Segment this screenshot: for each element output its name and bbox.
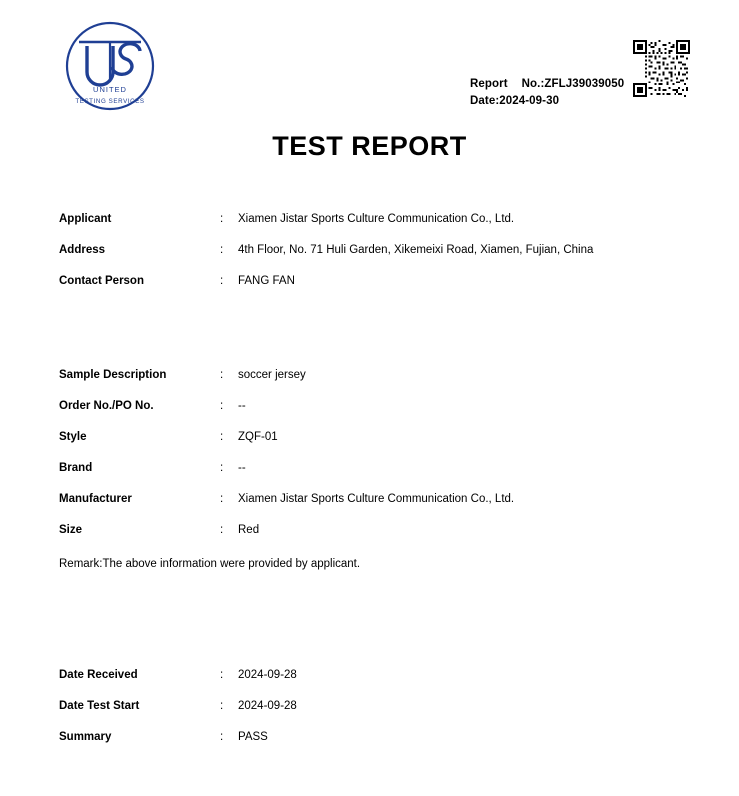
info-label: Applicant <box>59 213 112 225</box>
info-value: 2024-09-28 <box>238 700 297 712</box>
info-colon: : <box>220 493 224 505</box>
info-label: Contact Person <box>59 275 144 287</box>
info-label: Date Received <box>59 669 138 681</box>
sample-info-block <box>59 369 679 555</box>
svg-text:TESTING SERVICES: TESTING SERVICES <box>75 98 145 105</box>
applicant-info-block <box>59 213 679 306</box>
info-value: Red <box>238 524 260 536</box>
info-row-order-no <box>59 400 679 431</box>
info-colon: : <box>220 275 224 287</box>
info-value: soccer jersey <box>238 369 306 381</box>
info-colon: : <box>220 462 224 474</box>
uts-logo <box>62 20 158 112</box>
info-value: -- <box>238 400 246 412</box>
svg-text:UNITED: UNITED <box>93 85 127 94</box>
info-colon: : <box>220 400 224 412</box>
report-no-value: No.:ZFLJ39039050 <box>521 78 625 90</box>
info-value: Xiamen Jistar Sports Culture Communication Co., Ltd. <box>238 213 515 225</box>
info-row-date-test-start <box>59 700 679 731</box>
info-label: Order No./PO No. <box>59 400 154 412</box>
dates-info-block <box>59 669 679 762</box>
info-row-applicant <box>59 213 679 244</box>
remark-text: Remark:The above information were provided by applicant. <box>59 558 361 570</box>
info-value: Xiamen Jistar Sports Culture Communication Co., Ltd. <box>238 493 515 505</box>
info-colon: : <box>220 213 224 225</box>
page-header <box>0 0 739 120</box>
report-no-label: Report <box>470 78 508 90</box>
info-label: Style <box>59 431 87 443</box>
report-number-line <box>470 76 624 93</box>
info-row-date-received <box>59 669 679 700</box>
info-value: 4th Floor, No. 71 Huli Garden, Xikemeixi Road, Xiamen, Fujian, China <box>238 244 594 256</box>
info-colon: : <box>220 431 224 443</box>
info-label: Address <box>59 244 106 256</box>
report-meta <box>470 76 624 110</box>
info-value: -- <box>238 462 246 474</box>
info-label: Sample Description <box>59 369 167 381</box>
info-row-contact-person <box>59 275 679 306</box>
info-row-size <box>59 524 679 555</box>
report-date-line: Date:2024-09-30 <box>470 95 560 107</box>
info-value: ZQF-01 <box>238 431 278 443</box>
info-colon: : <box>220 700 224 712</box>
info-row-sample-description <box>59 369 679 400</box>
info-value: 2024-09-28 <box>238 669 297 681</box>
status-badge: PASS <box>238 731 268 743</box>
info-label: Summary <box>59 731 112 743</box>
info-label: Size <box>59 524 83 536</box>
info-row-manufacturer <box>59 493 679 524</box>
info-row-style <box>59 431 679 462</box>
page-title: TEST REPORT <box>272 131 467 161</box>
info-label: Manufacturer <box>59 493 132 505</box>
info-row-summary <box>59 731 679 762</box>
info-row-brand <box>59 462 679 493</box>
info-colon: : <box>220 524 224 536</box>
info-label: Date Test Start <box>59 700 140 712</box>
info-colon: : <box>220 244 224 256</box>
qr-code-icon <box>633 40 690 97</box>
info-colon: : <box>220 369 224 381</box>
info-label: Brand <box>59 462 93 474</box>
info-colon: : <box>220 669 224 681</box>
info-row-address <box>59 244 679 275</box>
info-colon: : <box>220 731 224 743</box>
info-value: FANG FAN <box>238 275 295 287</box>
